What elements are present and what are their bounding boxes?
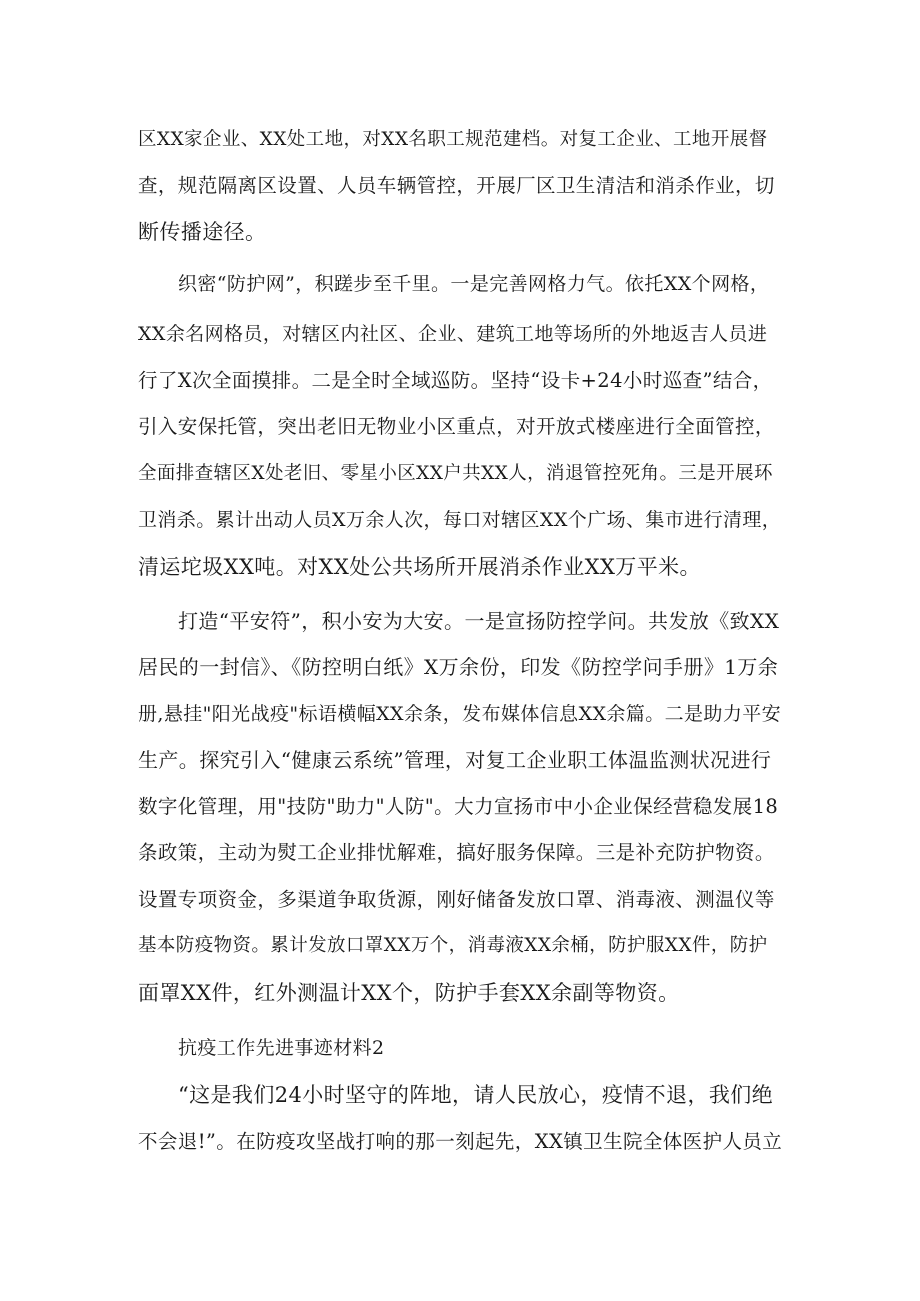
paragraph-3-line-2: 居民的一封信》、《防控明白纸》X万余份，印发《防控学问手册》1万余 (138, 655, 779, 679)
paragraph-3-line-8: 基本防疫物资。累计发放口罩XX万个，消毒液XX余桶，防护服XX件，防护 (138, 935, 768, 956)
paragraph-3-line-1: 打造“平安符”，积小安为大安。一是宣扬防控学问。共发放《致XX (178, 609, 780, 633)
paragraph-3-line-4: 生产。探究引入“健康云系统”管理，对复工企业职工体温监测状况进行 (138, 748, 772, 772)
paragraph-3-line-9: 面罩XX件，红外测温计XX个，防护手套XX余副等物资。 (138, 981, 680, 1005)
section-title: 抗疫工作先进事迹材料2 (178, 1037, 385, 1059)
paragraph-1-line-3: 断传播途径。 (138, 220, 267, 244)
paragraph-2-line-3: 行了X次全面摸排。二是全时全域巡防。坚持“设卡+24小时巡查”结合， (138, 369, 773, 392)
paragraph-2-line-6: 卫消杀。累计出动人员X万余人次，每口对辖区XX个广场、集市进行清理， (138, 509, 782, 531)
paragraph-2-line-5: 全面排查辖区X处老旧、零星小区XX户共XX人，消退管控死角。三是开展环 (138, 463, 773, 484)
paragraph-1-line-1: 区XX家企业、XX处工地，对XX名职工规范建档。对复工企业、工地开展督 (138, 129, 768, 150)
paragraph-3-line-6: 条政策，主动为熨工企业排忧解难，搞好服务保障。三是补充防护物资。 (138, 841, 775, 864)
paragraph-2-line-4: 引入安保托管，突出老旧无物业小区重点，对开放式楼座进行全面管控， (138, 415, 775, 438)
paragraph-4-line-1: “这是我们24小时坚守的阵地，请人民放心，疫情不退，我们绝 (178, 1083, 774, 1107)
paragraph-1-line-2: 查，规范隔离区设置、人员车辆管控，开展厂区卫生清洁和消杀作业，切 (138, 174, 775, 197)
paragraph-2-line-2: XX余名网格员，对辖区内社区、企业、建筑工地等场所的外地返吉人员进 (138, 323, 768, 345)
paragraph-2-line-7: 清运坨圾XX吨。对XX处公共场所开展消杀作业XX万平米。 (138, 555, 701, 579)
paragraph-2-line-1: 织密“防护网”，积蹉步至千里。一是完善网格力气。依托XX个网格， (178, 273, 770, 295)
paragraph-4-line-2: 不会退!”。在防疫攻坚战打响的那一刻起先，XX镇卫生院全体医护人员立 (138, 1130, 783, 1153)
paragraph-3-line-7: 设置专项资金，多渠道争取货源，刚好储备发放口罩、消毒液、测温仪等 (138, 888, 775, 911)
paragraph-3-line-5: 数字化管理，用"技防"助力"人防"。大力宣扬市中小企业保经营稳发展18 (138, 795, 779, 818)
paragraph-3-line-3: 册,悬挂"阳光战疫"标语横幅XX余条，发布媒体信息XX余篇。二是助力平安 (138, 703, 782, 725)
